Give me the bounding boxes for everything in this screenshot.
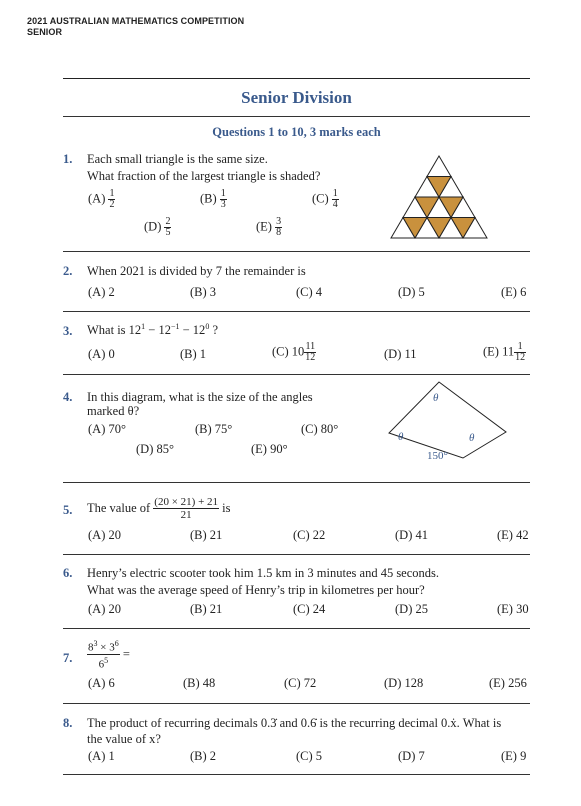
option-a: (A) 20 xyxy=(88,528,121,542)
option-c: (C) 22 xyxy=(293,528,326,542)
question-text: Henry’s electric scooter took him 1.5 km in 3 minutes and 45 seconds. xyxy=(87,566,440,580)
question-number: 5. xyxy=(63,503,73,517)
question-number: 4. xyxy=(63,390,73,404)
option-d: (D) 85° xyxy=(136,442,174,456)
divider xyxy=(63,311,530,312)
option-b: (B) 2 xyxy=(190,749,217,763)
option-a: (A) 0 xyxy=(88,347,115,361)
theta-label: θ xyxy=(398,431,404,443)
option-d: (D) 128 xyxy=(384,676,424,690)
question-text: Each small triangle is the same size. xyxy=(87,152,268,166)
header-line-2: SENIOR xyxy=(27,27,63,37)
option-e: (E) 256 xyxy=(489,676,527,690)
option-d: (D) $\frac{2}{5}$ xyxy=(144,216,171,238)
option-e: (E) 30 xyxy=(497,602,529,616)
kite-diagram xyxy=(386,380,510,470)
question-number: 8. xyxy=(63,716,73,730)
question-text: The product of recurring decimals 0.3̇ and 0.6̇ is the recurring decimal 0.ẋ. What is xyxy=(87,716,502,730)
option-a: (A) 2 xyxy=(88,285,115,299)
option-c: (C) $\frac{1}{4}$ xyxy=(312,188,338,210)
question-text: When 2021 is divided by 7 the remainder is xyxy=(87,264,306,278)
option-b: (B) 21 xyxy=(190,602,223,616)
question-number: 1. xyxy=(63,152,73,166)
question-text: The value of $\frac{(20 \times 21) + 21}{21}$ is xyxy=(87,495,231,521)
question-text: $\frac{8^3 \times 3^6}{6^5}$ = xyxy=(88,638,130,671)
theta-label: θ xyxy=(433,392,439,404)
option-b: (B) 1 xyxy=(180,347,207,361)
option-b: (B) 3 xyxy=(190,285,217,299)
option-e: (E) 6 xyxy=(501,285,527,299)
option-c: (C) 24 xyxy=(293,602,326,616)
question-text: What was the average speed of Henry’s trip in kilometres per hour? xyxy=(87,583,425,597)
question-text: What is $12^1 - 12^{-1} - 12^0$ ? xyxy=(87,322,218,338)
divider xyxy=(63,78,530,79)
theta-label: θ xyxy=(469,432,475,444)
question-text: the value of x? xyxy=(87,732,161,746)
option-e: (E) $\frac{3}{8}$ xyxy=(256,216,282,238)
divider xyxy=(63,703,530,704)
divider xyxy=(63,116,530,117)
option-c: (C) 10 $\frac{11}{12}$ xyxy=(272,341,316,363)
option-b: (B) 75° xyxy=(195,422,233,436)
option-a: (A) 70° xyxy=(88,422,126,436)
option-b: (B) 21 xyxy=(190,528,223,542)
option-b: (B) $\frac{1}{3}$ xyxy=(200,188,226,210)
option-e: (E) 9 xyxy=(501,749,527,763)
divider xyxy=(63,251,530,252)
small-triangle-up xyxy=(427,156,451,177)
division-title: Senior Division xyxy=(241,88,352,107)
option-d: (D) 11 xyxy=(384,347,417,361)
option-a: (A) 1 xyxy=(88,749,115,763)
divider xyxy=(63,554,530,555)
option-d: (D) 5 xyxy=(398,285,425,299)
option-d: (D) 25 xyxy=(395,602,428,616)
option-e: (E) 90° xyxy=(251,442,288,456)
section-title: Questions 1 to 10, 3 marks each xyxy=(212,125,381,139)
triangle-diagram xyxy=(390,155,488,239)
divider xyxy=(63,482,530,483)
question-text: What fraction of the largest triangle is shaded? xyxy=(87,169,321,183)
divider xyxy=(63,374,530,375)
question-number: 6. xyxy=(63,566,73,580)
question-text: In this diagram, what is the size of the angles xyxy=(87,390,313,404)
question-number: 2. xyxy=(63,264,73,278)
option-d: (D) 41 xyxy=(395,528,428,542)
question-number: 7. xyxy=(63,651,73,665)
option-b: (B) 48 xyxy=(183,676,216,690)
question-text: marked θ? xyxy=(87,404,140,418)
option-c: (C) 72 xyxy=(284,676,317,690)
option-c: (C) 4 xyxy=(296,285,323,299)
option-c: (C) 80° xyxy=(301,422,339,436)
option-d: (D) 7 xyxy=(398,749,425,763)
option-c: (C) 5 xyxy=(296,749,323,763)
question-number: 3. xyxy=(63,324,73,338)
option-e: (E) 11 $\frac{1}{12}$ xyxy=(483,341,526,363)
angle-label: 150° xyxy=(427,450,448,462)
divider xyxy=(63,628,530,629)
divider xyxy=(63,774,530,775)
option-a: (A) 20 xyxy=(88,602,121,616)
competition-header xyxy=(27,16,244,38)
option-a: (A) $\frac{1}{2}$ xyxy=(88,188,115,210)
header-line-1: 2021 AUSTRALIAN MATHEMATICS COMPETITION xyxy=(27,16,245,26)
option-a: (A) 6 xyxy=(88,676,115,690)
option-e: (E) 42 xyxy=(497,528,529,542)
